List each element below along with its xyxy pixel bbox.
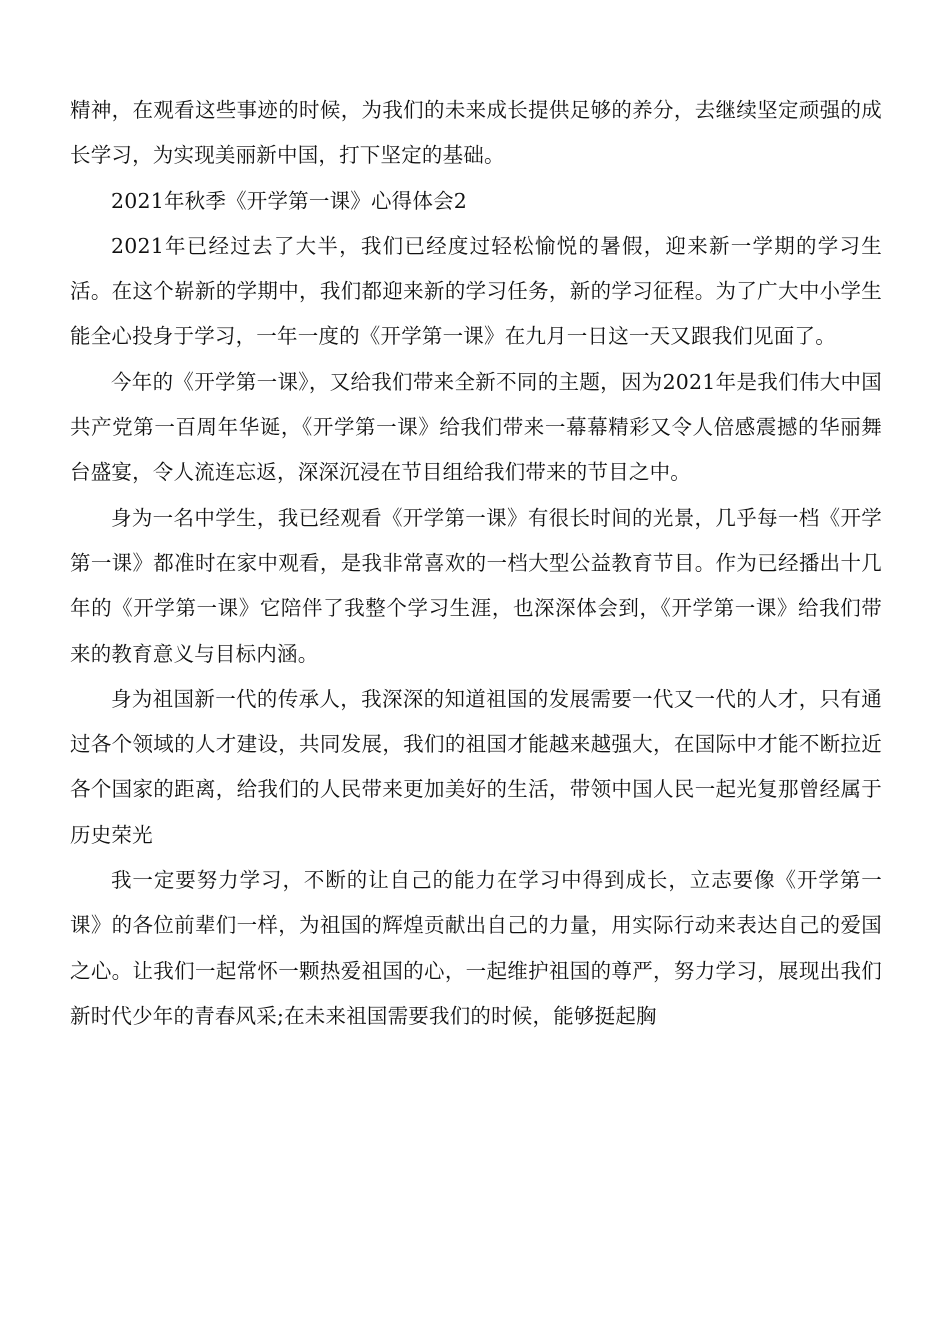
paragraph-theme: 今年的《开学第一课》，又给我们带来全新不同的主题，因为2021年是我们伟大中国共产党第一百周年华诞，《开学第一课》给我们带来一幕幕精彩又令人倍感震撼的华丽舞台盛宴，令人流连忘返，深深沉浸在节目组给我们带来的节目之中。 (70, 369, 882, 485)
paragraph-resolution: 我一定要努力学习，不断的让自己的能力在学习中得到成长，立志要像《开学第一课》的各位前辈们一样，为祖国的辉煌贡献出自己的力量，用实际行动来表达自己的爱国之心。让我们一起常怀一颗热爱祖国的心，一起维护祖国的尊严，努力学习，展现出我们新时代少年的青春风采;在未来祖国需要我们的时候，能够挺起胸 (70, 868, 882, 1028)
paragraph-experience: 身为一名中学生，我已经观看《开学第一课》有很长时间的光景，几乎每一档《开学第一课》都准时在家中观看，是我非常喜欢的一档大型公益教育节目。作为已经播出十几年的《开学第一课》它陪伴了我整个学习生涯，也深深体会到，《开学第一课》给我们带来的教育意义与目标内涵。 (70, 505, 882, 666)
document-body (70, 88, 882, 1039)
paragraph-intro: 2021年已经过去了大半，我们已经度过轻松愉悦的暑假，迎来新一学期的学习生活。在这个崭新的学期中，我们都迎来新的学习任务，新的学习征程。为了广大中小学生能全心投身于学习，一年一度的《开学第一课》在九月一日这一天又跟我们见面了。 (70, 233, 882, 349)
section-title: 2021年秋季《开学第一课》心得体会2 (111, 188, 468, 213)
paragraph-responsibility: 身为祖国新一代的传承人，我深深的知道祖国的发展需要一代又一代的人才，只有通过各个领域的人才建设，共同发展，我们的祖国才能越来越强大，在国际中才能不断拉近各个国家的距离，给我们的人民带来更加美好的生活，带领中国人民一起光复那曾经属于历史荣光 (70, 686, 882, 847)
paragraph-continuation: 精神，在观看这些事迹的时候，为我们的未来成长提供足够的养分，去继续坚定顽强的成长学习，为实现美丽新中国，打下坚定的基础。 (70, 98, 882, 168)
